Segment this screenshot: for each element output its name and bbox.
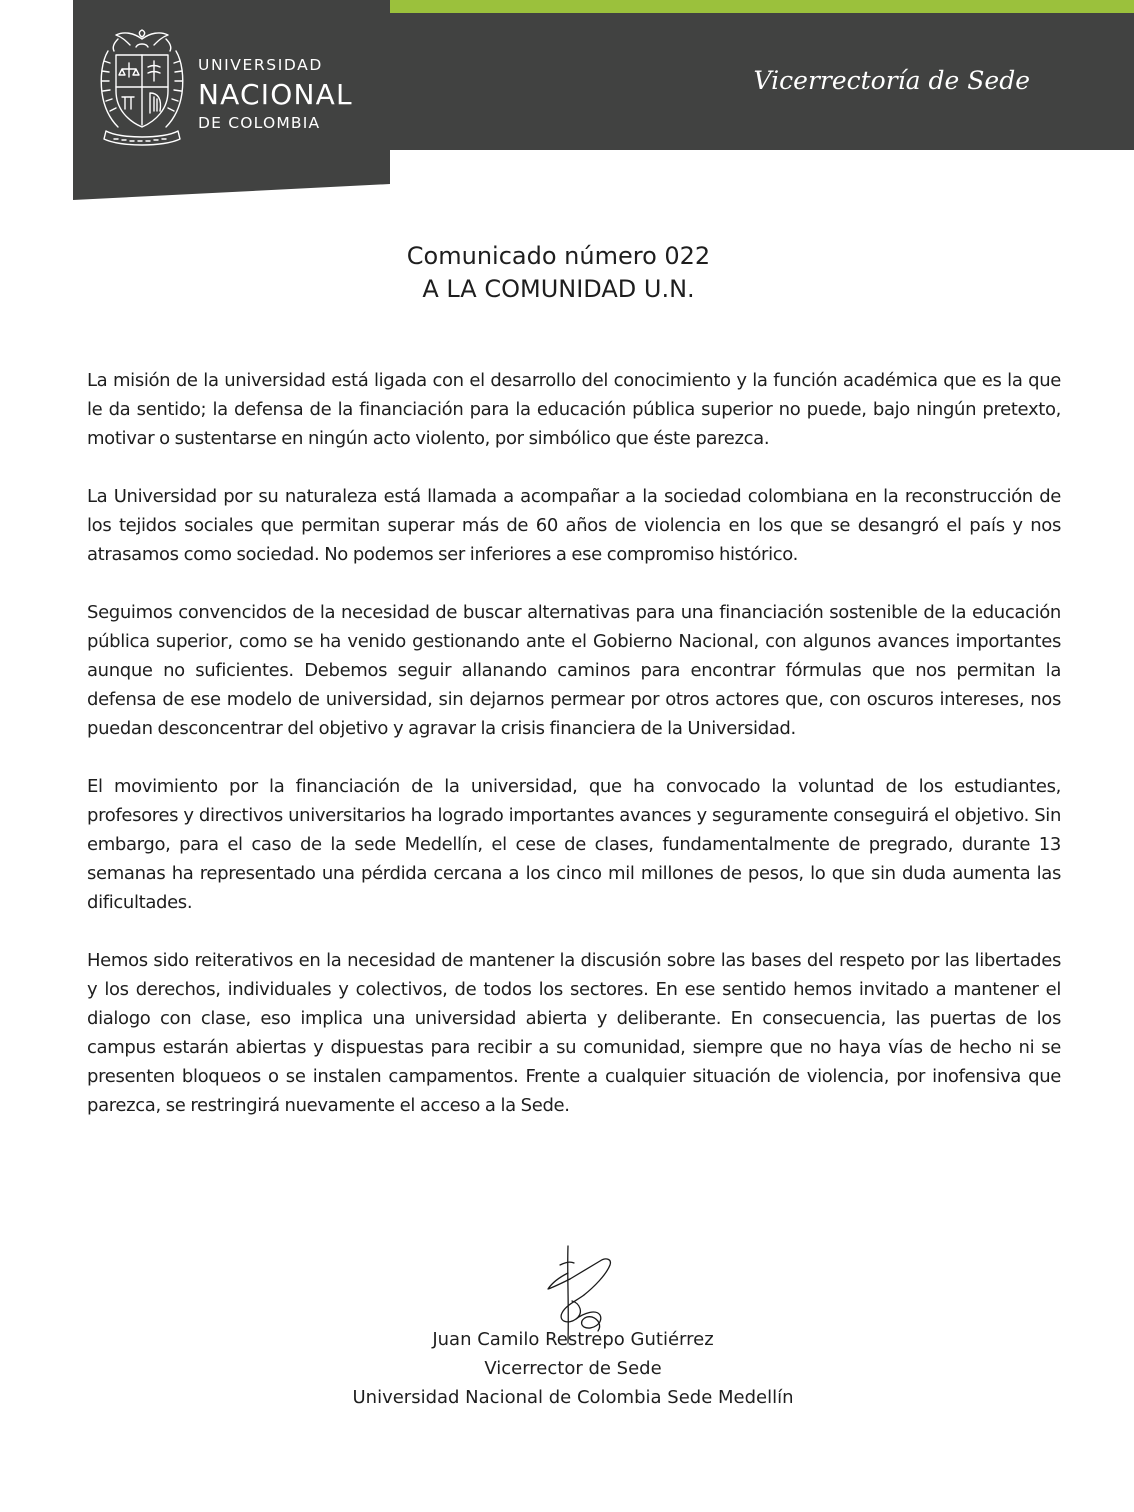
document-body (87, 366, 1061, 1149)
university-crest-icon (96, 27, 188, 153)
body-paragraph: La misión de la universidad está ligada con el desarrollo del conocimiento y la función académica que es la que le da sentido; la defensa de la financiación para la educación pública superior no puede, bajo ningún pretexto, motivar o sustentarse en ningún acto violento, por simbólico que éste parezca. (87, 370, 1061, 449)
body-paragraph: El movimiento por la financiación de la universidad, que ha convocado la voluntad de los estudiantes, profesores y directivos universitarios ha logrado importantes avances y seguramente conseguirá el objetivo. Sin embargo, para el caso de la sede Medellín, el cese de clases, fundamentalmente de pregrado, durante 13 semanas ha representado una pérdida cercana a los cinco mil millones de pesos, lo que sin duda aumenta las dificultades. (87, 776, 1061, 913)
university-name-line2: NACIONAL (198, 77, 353, 111)
document-title-line2: A LA COMUNIDAD U.N. (422, 275, 695, 303)
signer-name: Juan Camilo Restrepo Gutiérrez (432, 1329, 714, 1350)
document-title (0, 240, 1117, 306)
signature-block (0, 1325, 1134, 1412)
signer-institution: Universidad Nacional de Colombia Sede Medellín (352, 1387, 794, 1408)
signer-role: Vicerrector de Sede (484, 1358, 662, 1379)
body-paragraph: Hemos sido reiterativos en la necesidad de mantener la discusión sobre las bases del respeto por las libertades y los derechos, individuales y colectivos, de todos los sectores. En ese sentido hemos invitado a mantener el dialogo con clase, eso implica una universidad abierta y deliberante. En consecuencia, las puertas de los campus estarán abiertas y dispuestas para recibir a su comunidad, siempre que no haya vías de hecho ni se presenten bloqueos o se instalen campamentos. Frente a cualquier situación de violencia, por inofensiva que parezca, se restringirá nuevamente el acceso a la Sede. (87, 950, 1061, 1116)
university-name-line1: UNIVERSIDAD (198, 56, 323, 74)
university-name (198, 58, 353, 131)
body-paragraph: Seguimos convencidos de la necesidad de buscar alternativas para una financiación sostenible de la educación pública superior, como se ha venido gestionando ante el Gobierno Nacional, con algunos avances importantes aunque no suficientes. Debemos seguir allanando caminos para encontrar fórmulas que nos permitan la defensa de ese modelo de universidad, sin dejarnos permear por otros actores que, con oscuros intereses, nos puedan desconcentrar del objetivo y agravar la crisis financiera de la Universidad. (87, 602, 1061, 739)
university-name-line3: DE COLOMBIA (198, 113, 321, 132)
body-paragraph: La Universidad por su naturaleza está llamada a acompañar a la sociedad colombiana en la reconstrucción de los tejidos sociales que permitan superar más de 60 años de violencia en los que se desangró el país y nos atrasamos como sociedad. No podemos ser inferiores a ese compromiso histórico. (87, 486, 1061, 565)
document-title-line1: Comunicado número 022 (406, 242, 711, 270)
office-name: Vicerrectoría de Sede (753, 66, 1030, 95)
header-green-stripe (390, 0, 1134, 13)
